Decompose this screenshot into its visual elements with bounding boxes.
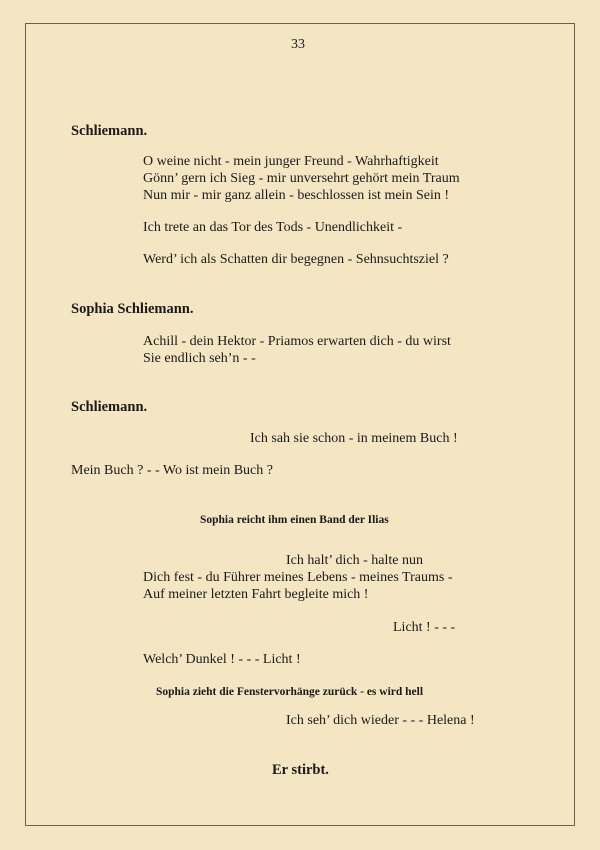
- verse-line: Mein Buch ? - - Wo ist mein Buch ?: [71, 463, 273, 478]
- verse-line: Licht ! - - -: [393, 620, 456, 635]
- verse-line: Ich trete an das Tor des Tods - Unendlichkeit -: [143, 220, 403, 235]
- speaker-schliemann-2: Schliemann.: [71, 399, 148, 415]
- stage-direction: Sophia zieht die Fenstervorhänge zurück - es wird hell: [156, 686, 424, 698]
- verse-line: Ich halt’ dich - halte nun: [286, 553, 423, 568]
- final-stage-direction: Er stirbt.: [272, 762, 329, 778]
- verse-line: Dich fest - du Führer meines Lebens - meines Traums -: [143, 570, 453, 585]
- verse-line: Nun mir - mir ganz allein - beschlossen ist mein Sein !: [143, 188, 449, 203]
- verse-line: O weine nicht - mein junger Freund - Wahrhaftigkeit: [143, 154, 439, 169]
- stage-direction: Sophia reicht ihm einen Band der Ilias: [200, 514, 389, 526]
- verse-line: Welch’ Dunkel ! - - - Licht !: [143, 652, 301, 667]
- verse-line: Ich seh’ dich wieder - - - Helena !: [286, 713, 475, 728]
- verse-line: Werd’ ich als Schatten dir begegnen - Sehnsuchtsziel ?: [143, 252, 449, 267]
- speaker-schliemann-1: Schliemann.: [71, 123, 148, 139]
- page-number: 33: [291, 37, 305, 52]
- verse-line: Ich sah sie schon - in meinem Buch !: [250, 431, 458, 446]
- speaker-sophia: Sophia Schliemann.: [71, 301, 194, 317]
- verse-line: Auf meiner letzten Fahrt begleite mich !: [143, 587, 369, 602]
- verse-line: Achill - dein Hektor - Priamos erwarten dich - du wirst: [143, 334, 451, 349]
- verse-line: Sie endlich seh’n - -: [143, 351, 256, 366]
- page-border: [25, 23, 575, 826]
- verse-line: Gönn’ gern ich Sieg - mir unversehrt gehört mein Traum: [143, 171, 460, 186]
